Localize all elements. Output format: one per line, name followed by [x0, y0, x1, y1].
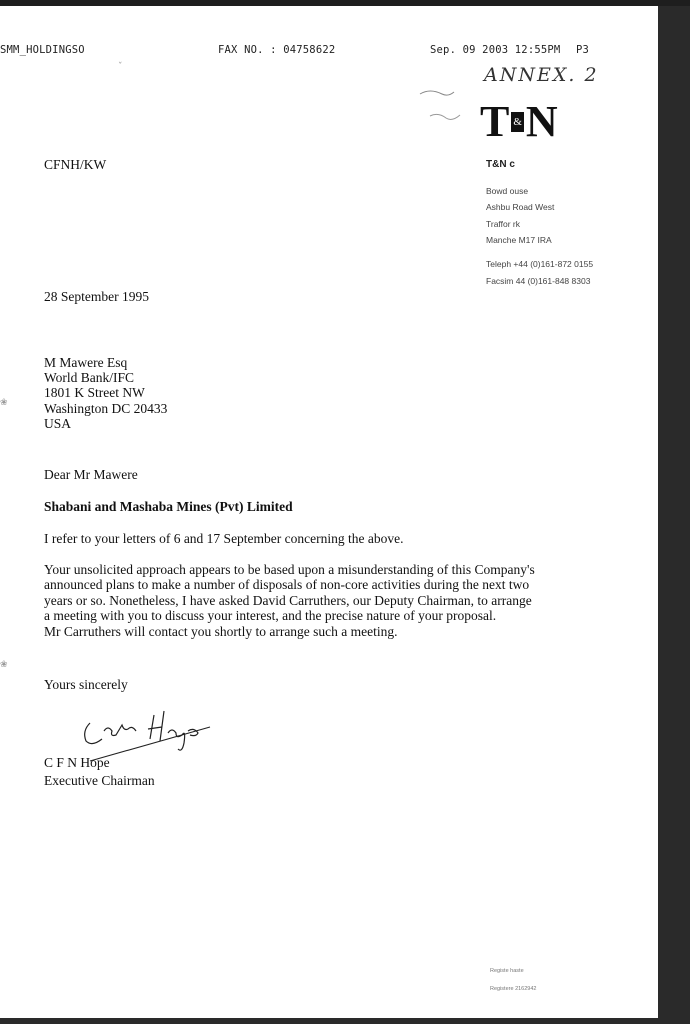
scan-speck: ❀: [0, 398, 8, 408]
logo-letter-n: N: [525, 97, 558, 146]
address-line-4: Manche M17 IRA: [486, 235, 552, 245]
fax-number: FAX NO. : 04758622: [218, 44, 336, 56]
footer-line-2: Registere 2162942: [490, 986, 537, 992]
recipient-line-4: Washington DC 20433: [44, 401, 168, 416]
scan-speck: ❀: [0, 660, 8, 670]
annex-annotation: ANNEX. 2: [484, 64, 599, 86]
salutation: Dear Mr Mawere: [44, 467, 138, 482]
letter-date: 28 September 1995: [44, 289, 149, 304]
fax-page-number: P3: [576, 44, 590, 56]
letter-subject: Shabani and Mashaba Mines (Pvt) Limited: [44, 499, 293, 514]
company-name: T&N c: [486, 159, 515, 170]
paragraph-2-line-4: a meeting with you to discuss your interest, and the precise nature of your proposal.: [44, 608, 497, 623]
recipient-line-2: World Bank/IFC: [44, 370, 135, 385]
logo-letter-t: T: [480, 97, 510, 146]
footer-line-1: Registe haste: [490, 968, 524, 974]
facsimile-number: Facsim 44 (0)161-848 8303: [486, 276, 591, 286]
scribble-marks: [390, 76, 490, 136]
recipient-line-3: 1801 K Street NW: [44, 385, 145, 400]
paragraph-2-line-1: Your unsolicited approach appears to be based upon a misunderstanding of this Company's: [44, 562, 535, 577]
address-line-2: Ashbu Road West: [486, 202, 555, 212]
closing: Yours sincerely: [44, 677, 128, 692]
paragraph-2-line-2: announced plans to make a number of disposals of non-core activities during the next two: [44, 577, 530, 592]
fax-document-page: [0, 6, 658, 1018]
signatory-title: Executive Chairman: [44, 773, 155, 788]
paragraph-2-line-3: years or so. Nonetheless, I have asked David Carruthers, our Deputy Chairman, to arrange: [44, 593, 532, 608]
address-line-3: Traffor rk: [486, 219, 521, 229]
recipient-line-1: M Mawere Esq: [44, 355, 128, 370]
recipient-line-5: USA: [44, 416, 72, 431]
tn-logo: [480, 97, 568, 146]
signatory-name: C F N Hope: [44, 755, 110, 770]
paragraph-1: I refer to your letters of 6 and 17 September concerning the above.: [44, 531, 404, 546]
telephone-number: Teleph +44 (0)161-872 0155: [486, 259, 594, 269]
paragraph-2-line-5: Mr Carruthers will contact you shortly to arrange such a meeting.: [44, 624, 398, 639]
letter-reference: CFNH/KW: [44, 157, 107, 172]
fax-sender: SMM_HOLDINGSO: [0, 44, 85, 56]
address-line-1: Bowd ouse: [486, 186, 529, 196]
logo-ampersand: &: [511, 112, 524, 132]
scan-speck: ˇ: [118, 62, 123, 72]
fax-datetime: Sep. 09 2003 12:55PM: [430, 44, 561, 56]
